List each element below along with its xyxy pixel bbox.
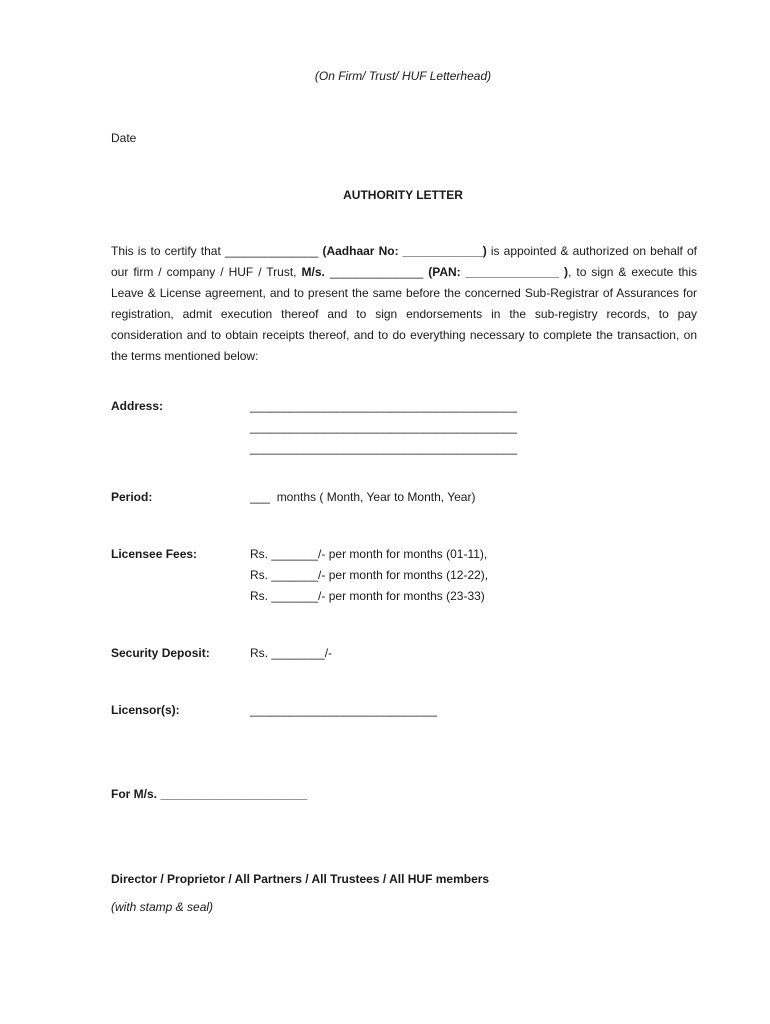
period-value: ___ months ( Month, Year to Month, Year) bbox=[250, 490, 476, 504]
body-text-part: ______________ bbox=[324, 265, 429, 279]
ms-label: M/s. bbox=[301, 265, 325, 279]
period-label: Period: bbox=[111, 490, 153, 504]
licensee-fee-line: Rs. _______/- per month for months (01-11), bbox=[250, 547, 488, 561]
for-ms-line: For M/s. ______________________ bbox=[111, 787, 308, 801]
address-line: ________________________________________ bbox=[250, 441, 517, 455]
date-label: Date bbox=[111, 131, 137, 145]
signatories-line: Director / Proprietor / All Partners / All Trustees / All HUF members bbox=[111, 872, 490, 886]
address-line: ________________________________________ bbox=[250, 420, 517, 434]
authorization-paragraph bbox=[111, 241, 697, 367]
body-text-part: , to sign & execute this Leave & License agreement, and to present the same before the concerned Sub-Registrar of Assurances for registration, admit execution thereof and to sign endorsements in the sub-registry records, to pay consideration and to obtain receipts thereof, and to do everything necessary to complete the transaction, on the terms mentioned below: bbox=[111, 265, 697, 363]
body-text-part: is appointed & authorized on behalf of our firm / company / HUF / Trust, bbox=[111, 244, 697, 279]
licensee-fees-label: Licensee Fees: bbox=[111, 547, 198, 561]
licensee-fee-line: Rs. _______/- per month for months (23-33) bbox=[250, 589, 485, 603]
body-text-part: This is to certify that ______________ bbox=[111, 244, 323, 258]
address-label: Address: bbox=[111, 399, 164, 413]
licensee-fee-line: Rs. _______/- per month for months (12-22), bbox=[250, 568, 489, 582]
letterhead-note: (On Firm/ Trust/ HUF Letterhead) bbox=[314, 69, 492, 83]
stamp-seal-note: (with stamp & seal) bbox=[111, 900, 214, 914]
document-title: AUTHORITY LETTER bbox=[343, 188, 463, 202]
security-deposit-label: Security Deposit: bbox=[111, 646, 210, 660]
pan-label: (PAN: ______________ ) bbox=[428, 265, 569, 279]
aadhaar-label: (Aadhaar No: ____________) bbox=[322, 244, 487, 258]
licensors-label: Licensor(s): bbox=[111, 703, 180, 717]
security-deposit-value: Rs. ________/- bbox=[250, 646, 333, 660]
licensors-value: ____________________________ bbox=[250, 703, 437, 717]
address-line: ________________________________________ bbox=[250, 399, 517, 413]
